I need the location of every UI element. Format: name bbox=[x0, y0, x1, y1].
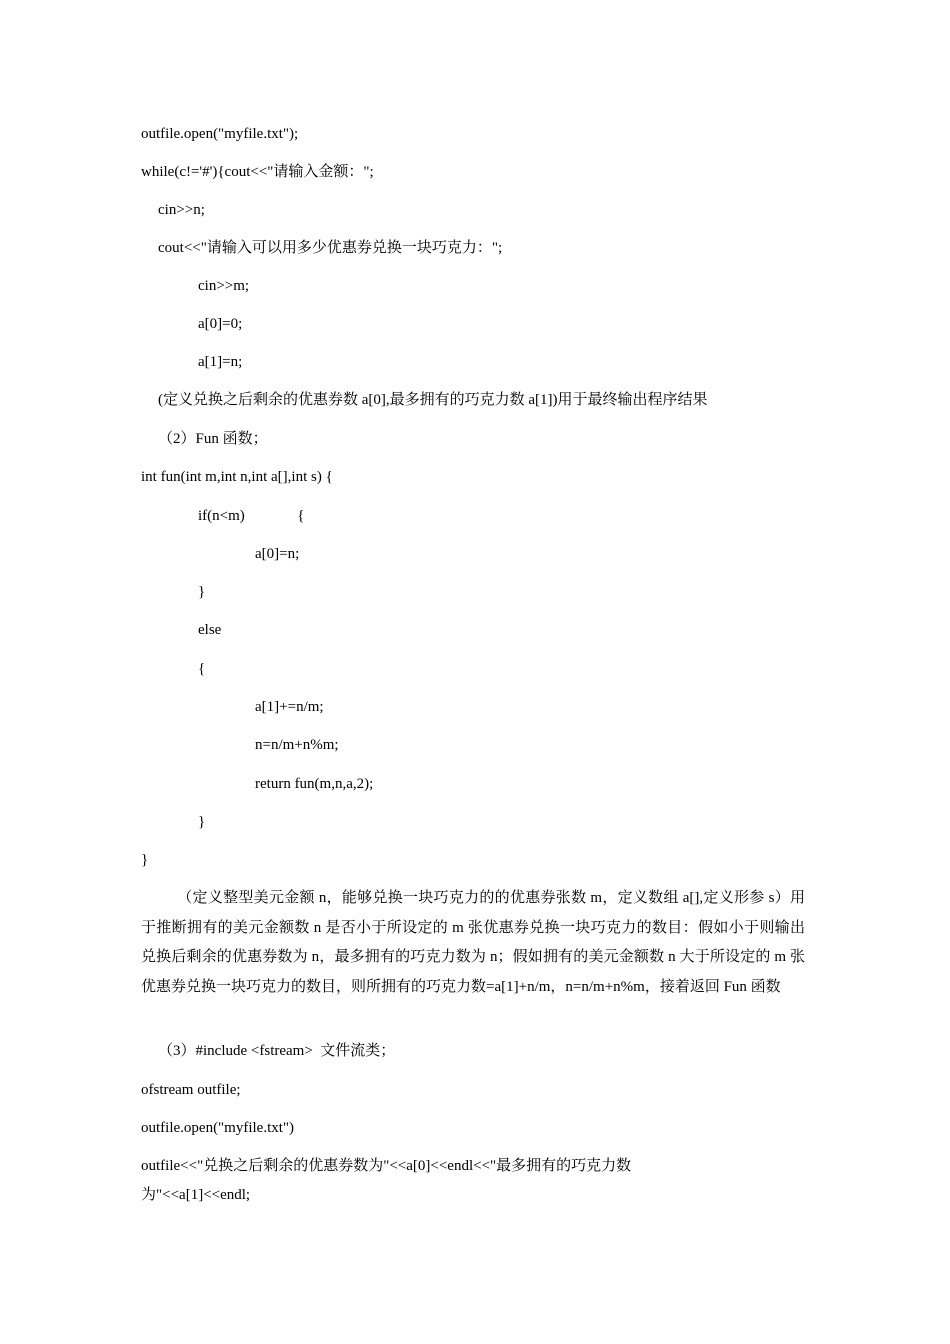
section-heading: （2）Fun 函数； bbox=[158, 431, 268, 447]
code-line: { bbox=[198, 661, 206, 677]
code-line: a[1]+=n/m; bbox=[255, 699, 324, 715]
code-line: outfile.open("myfile.txt"); bbox=[141, 126, 299, 142]
code-line: cout<<"请输入可以用多少优惠券兑换一块巧克力："; bbox=[158, 240, 503, 256]
code-line: } bbox=[198, 814, 206, 830]
code-line: n=n/m+n%m; bbox=[255, 737, 339, 753]
code-line: else bbox=[198, 622, 222, 638]
code-line: } bbox=[198, 584, 206, 600]
code-line: while(c!='#'){cout<<"请输入金额："; bbox=[141, 164, 374, 180]
code-line: outfile.open("myfile.txt") bbox=[141, 1120, 295, 1136]
explanation-text: （定义整型美元金额 n，能够兑换一块巧克力的的优惠券张数 m，定义数组 a[],定义形参 s）用于推断拥有的美元金额数 n 是否小于所设定的 m 张优惠券兑换一块巧克力的数目：假如小于则输出兑换后剩余的优惠券数为 n，最多拥有的巧克力数为 n；假如拥有的美元金额数 n 大于所设定的 m 张优惠券兑换一块巧克力的数目，则所拥有的巧克力数=a[1]+n/m，n=n/m+n%m，接着返回 Fun 函数 bbox=[141, 890, 805, 995]
section-heading: （3）#include <fstream> 文件流类； bbox=[158, 1043, 396, 1059]
code-line: if(n<m) { bbox=[198, 508, 305, 524]
explanation-paragraph bbox=[141, 884, 805, 1002]
code-line: outfile<<"兑换之后剩余的优惠券数为"<<a[0]<<endl<<"最多拥有的巧克力数 bbox=[141, 1158, 632, 1174]
code-line: return fun(m,n,a,2); bbox=[255, 776, 374, 792]
code-line: } bbox=[141, 852, 149, 868]
code-line: a[0]=0; bbox=[198, 316, 243, 332]
comment-line: (定义兑换之后剩余的优惠券数 a[0],最多拥有的巧克力数 a[1])用于最终输出程序结果 bbox=[158, 392, 708, 408]
code-line: cin>>n; bbox=[158, 202, 205, 218]
code-line: cin>>m; bbox=[198, 278, 250, 294]
code-line: ofstream outfile; bbox=[141, 1082, 241, 1098]
code-line: a[0]=n; bbox=[255, 546, 300, 562]
code-line: 为"<<a[1]<<endl; bbox=[141, 1187, 251, 1203]
code-line: int fun(int m,int n,int a[],int s) { bbox=[141, 469, 333, 485]
code-line: a[1]=n; bbox=[198, 354, 243, 370]
